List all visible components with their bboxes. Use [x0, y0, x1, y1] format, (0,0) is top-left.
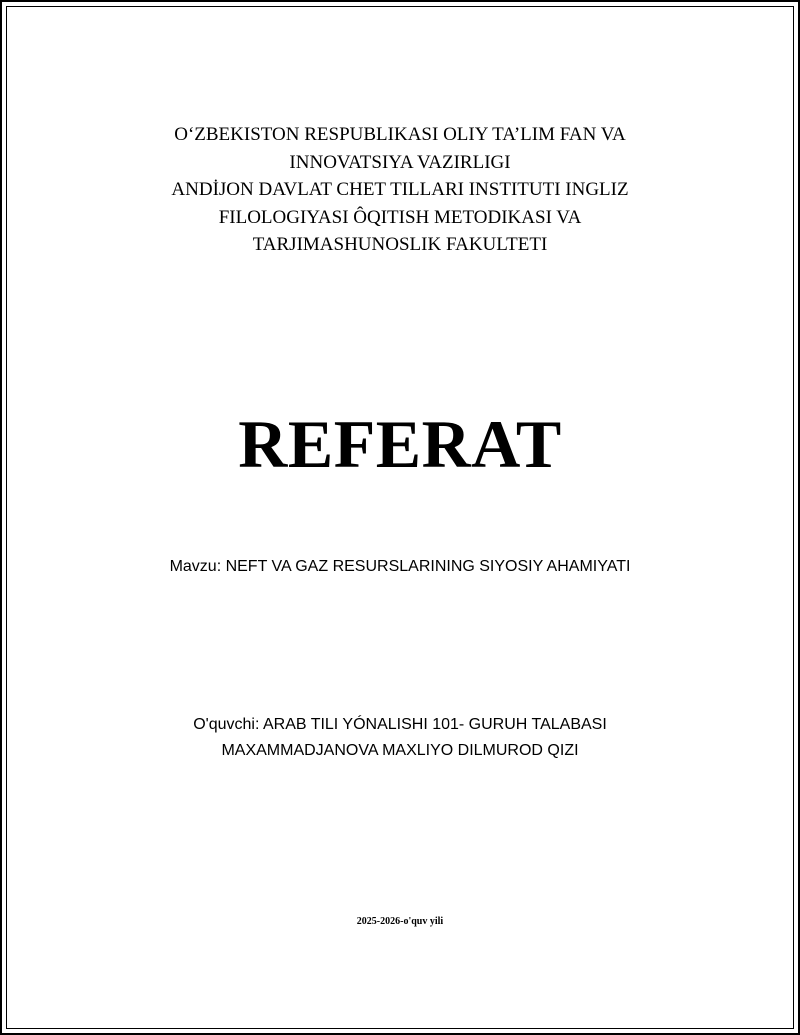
document-title: REFERAT [238, 406, 562, 482]
header-line-ministry: O‘ZBEKISTON RESPUBLIKASI OLIY TA’LIM FAN VA [174, 124, 626, 145]
institution-header [0, 121, 800, 259]
topic-line: Mavzu: NEFT VA GAZ RESURSLARINING SIYOSIY AHAMIYATI [169, 558, 631, 575]
header-line-institute: ANDİJON DAVLAT CHET TILLARI INSTITUTI INGLIZ [171, 179, 629, 200]
academic-year: 2025-2026-o'quv yili [356, 916, 444, 927]
header-line-faculty-cont: TARJIMASHUNOSLIK FAKULTETI [252, 234, 548, 255]
student-info [0, 712, 800, 764]
header-line-ministry-cont: INNOVATSIYA VAZIRLIGI [289, 151, 511, 173]
student-group-line: O'quvchi: ARAB TILI YÓNALISHI 101- GURUH TALABASI [193, 716, 607, 733]
header-line-faculty: FILOLOGIYASI ÔQITISH METODIKASI VA [218, 206, 582, 228]
student-name-line: MAXAMMADJANOVA MAXLIYO DILMUROD QIZI [221, 742, 579, 759]
